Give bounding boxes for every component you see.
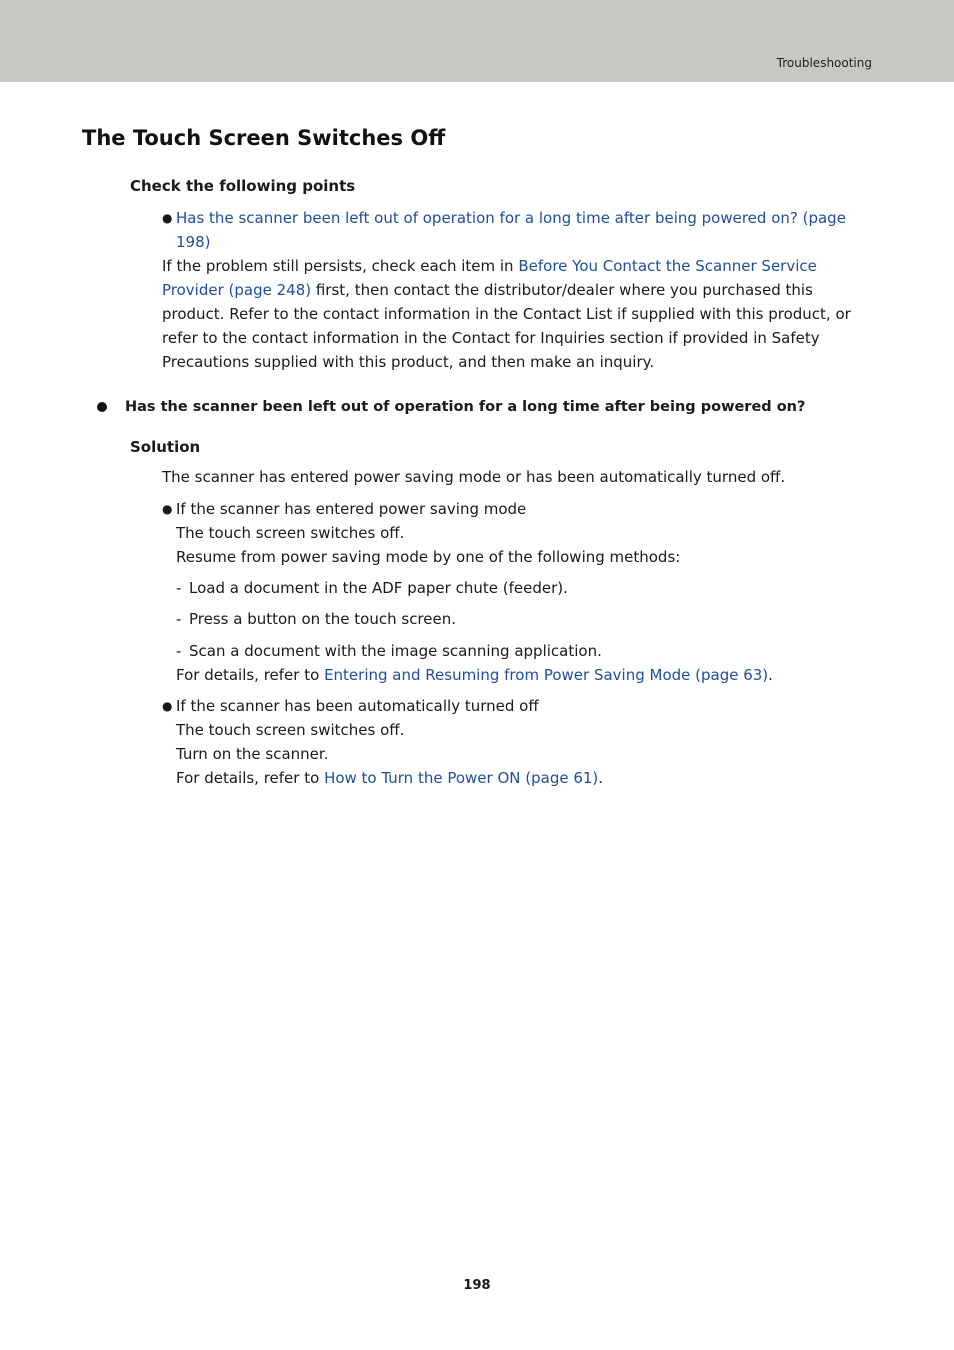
method-item: Press a button on the touch screen. [189, 610, 457, 628]
case2-refer-text: For details, refer to [176, 769, 325, 787]
check-heading: Check the following points [130, 177, 356, 195]
question-heading: Has the scanner been left out of operation for a long time after being powered on? [125, 399, 806, 415]
persist-line-5: Precautions supplied with this product, and then make an inquiry. [162, 353, 655, 371]
contact-service-link[interactable]: Before You Contact the Scanner Service [518, 257, 817, 275]
case2-refer [176, 766, 603, 790]
case1-refer-end: . [768, 666, 773, 684]
contact-service-link-cont[interactable]: Provider (page 248) [162, 281, 312, 299]
persist-line-2 [162, 278, 813, 302]
persist-line-1 [162, 254, 817, 278]
case1-line1: The touch screen switches off. [176, 524, 405, 542]
dash-icon: - [176, 642, 182, 660]
case1-line2: Resume from power saving mode by one of the following methods: [176, 548, 681, 566]
question-bullet-icon [97, 402, 107, 412]
case2-refer-end: . [598, 769, 604, 787]
case1-title: If the scanner has entered power saving mode [176, 500, 527, 518]
page-number: 198 [463, 1278, 491, 1293]
case2-line2: Turn on the scanner. [176, 745, 329, 763]
header-section-label: Troubleshooting [776, 56, 872, 70]
check-link-line1[interactable]: Has the scanner been left out of operation for a long time after being powered on? (page [176, 209, 846, 227]
case2-line1: The touch screen switches off. [176, 721, 405, 739]
dash-icon: - [176, 579, 182, 597]
bullet-icon: ● [162, 502, 173, 516]
page-title: The Touch Screen Switches Off [82, 126, 446, 150]
dash-icon: - [176, 610, 182, 628]
persist-line-4: refer to the contact information in the Contact for Inquiries section if provided in Safety [162, 329, 820, 347]
persist-text-1: If the problem still persists, check each item in [162, 257, 519, 275]
bullet-icon: ● [162, 699, 173, 713]
case1-refer [176, 663, 773, 687]
power-on-link[interactable]: How to Turn the Power ON (page 61) [324, 769, 599, 787]
bullet-icon: ● [162, 211, 173, 225]
check-link-line2[interactable]: 198) [176, 233, 211, 251]
case1-refer-text: For details, refer to [176, 666, 325, 684]
case2-title: If the scanner has been automatically turned off [176, 697, 539, 715]
persist-text-2: first, then contact the distributor/dealer where you purchased this [311, 281, 813, 299]
power-saving-link[interactable]: Entering and Resuming from Power Saving Mode (page 63) [324, 666, 769, 684]
method-item: Load a document in the ADF paper chute (feeder). [189, 579, 568, 597]
persist-line-3: product. Refer to the contact information in the Contact List if supplied with this product, or [162, 305, 851, 323]
solution-heading: Solution [130, 438, 201, 456]
solution-intro: The scanner has entered power saving mode or has been automatically turned off. [162, 468, 786, 486]
method-item: Scan a document with the image scanning application. [189, 642, 602, 660]
